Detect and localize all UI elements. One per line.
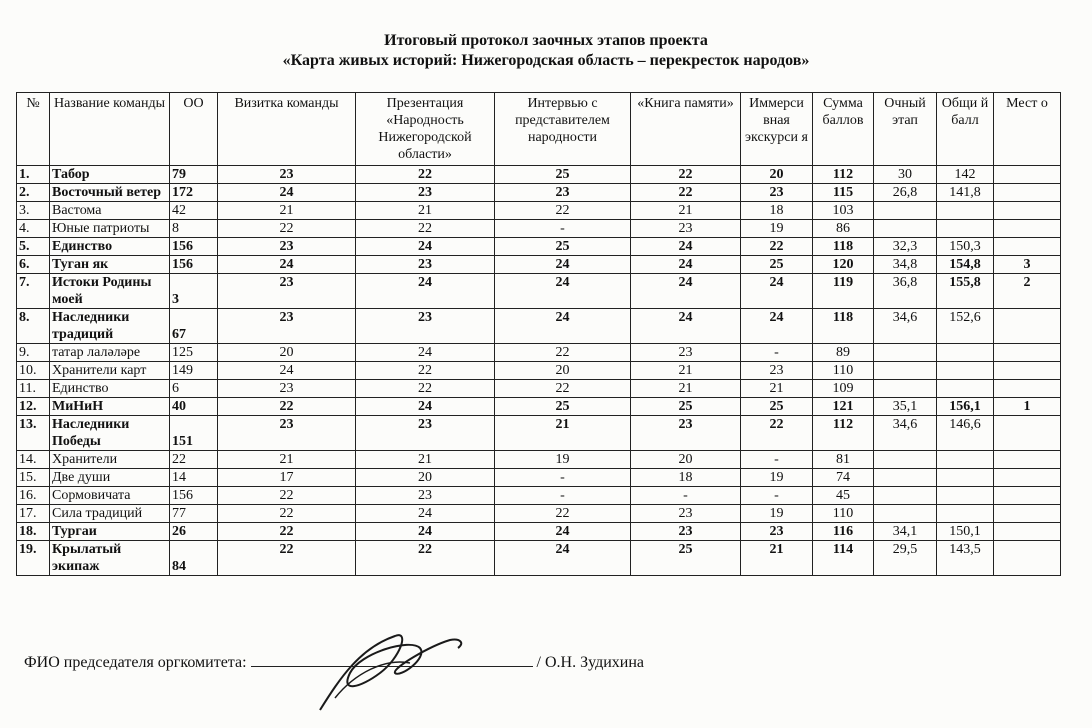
cell-kniga: 24: [631, 238, 741, 256]
table-row: [17, 451, 1061, 469]
table-row: [17, 362, 1061, 380]
header-obshchiy: Общи й балл: [937, 93, 994, 166]
cell-vizitka: 22: [218, 523, 356, 541]
cell-mesto: 2: [994, 274, 1061, 309]
cell-obshchiy: 156,1: [937, 398, 994, 416]
cell-intervyu: -: [495, 220, 631, 238]
cell-mesto: [994, 166, 1061, 184]
cell-intervyu: 24: [495, 541, 631, 576]
table-row: [17, 398, 1061, 416]
cell-prezentaciya: 22: [356, 541, 495, 576]
cell-prezentaciya: 23: [356, 487, 495, 505]
table-row: [17, 184, 1061, 202]
table-row: [17, 202, 1061, 220]
cell-name: Вастома: [50, 202, 170, 220]
cell-ochny: [874, 380, 937, 398]
cell-ochny: [874, 362, 937, 380]
cell-summa: 45: [813, 487, 874, 505]
cell-kniga: 23: [631, 344, 741, 362]
cell-immersiya: 23: [741, 523, 813, 541]
cell-kniga: 23: [631, 523, 741, 541]
cell-mesto: [994, 184, 1061, 202]
cell-vizitka: 17: [218, 469, 356, 487]
cell-num: 13.: [17, 416, 50, 451]
cell-mesto: [994, 541, 1061, 576]
cell-oo: 156: [170, 256, 218, 274]
cell-name: Наследники традиций: [50, 309, 170, 344]
cell-name: Сила традиций: [50, 505, 170, 523]
cell-oo: 79: [170, 166, 218, 184]
cell-oo: 22: [170, 451, 218, 469]
cell-num: 7.: [17, 274, 50, 309]
cell-intervyu: 21: [495, 416, 631, 451]
cell-prezentaciya: 23: [356, 309, 495, 344]
cell-immersiya: 24: [741, 274, 813, 309]
cell-mesto: [994, 238, 1061, 256]
cell-name: татар лаләләре: [50, 344, 170, 362]
cell-summa: 115: [813, 184, 874, 202]
cell-ochny: 36,8: [874, 274, 937, 309]
cell-oo: 125: [170, 344, 218, 362]
header-ochny: Очный этап: [874, 93, 937, 166]
cell-vizitka: 23: [218, 238, 356, 256]
cell-immersiya: 25: [741, 256, 813, 274]
header-intervyu: Интервью с представителем народности: [495, 93, 631, 166]
cell-name: Сормовичата: [50, 487, 170, 505]
cell-vizitka: 21: [218, 202, 356, 220]
cell-vizitka: 20: [218, 344, 356, 362]
cell-immersiya: 18: [741, 202, 813, 220]
cell-kniga: 24: [631, 256, 741, 274]
cell-obshchiy: 143,5: [937, 541, 994, 576]
cell-obshchiy: [937, 487, 994, 505]
cell-intervyu: 25: [495, 166, 631, 184]
cell-oo: 14: [170, 469, 218, 487]
cell-obshchiy: 152,6: [937, 309, 994, 344]
table-row: [17, 274, 1061, 309]
cell-intervyu: -: [495, 469, 631, 487]
cell-obshchiy: [937, 380, 994, 398]
cell-intervyu: 24: [495, 523, 631, 541]
cell-name: Истоки Родины моей: [50, 274, 170, 309]
cell-intervyu: 22: [495, 202, 631, 220]
cell-immersiya: 21: [741, 380, 813, 398]
cell-obshchiy: 146,6: [937, 416, 994, 451]
table-row: [17, 309, 1061, 344]
cell-intervyu: 25: [495, 398, 631, 416]
cell-vizitka: 23: [218, 274, 356, 309]
cell-name: Единство: [50, 380, 170, 398]
cell-name: Туган як: [50, 256, 170, 274]
cell-summa: 112: [813, 416, 874, 451]
cell-mesto: [994, 451, 1061, 469]
cell-summa: 119: [813, 274, 874, 309]
cell-mesto: [994, 505, 1061, 523]
cell-oo: 172: [170, 184, 218, 202]
cell-mesto: [994, 309, 1061, 344]
cell-num: 16.: [17, 487, 50, 505]
header-mesto: Мест о: [994, 93, 1061, 166]
cell-summa: 118: [813, 309, 874, 344]
cell-mesto: [994, 487, 1061, 505]
cell-kniga: 22: [631, 166, 741, 184]
cell-intervyu: 25: [495, 238, 631, 256]
cell-immersiya: -: [741, 344, 813, 362]
cell-prezentaciya: 22: [356, 166, 495, 184]
cell-summa: 81: [813, 451, 874, 469]
cell-ochny: 26,8: [874, 184, 937, 202]
cell-summa: 118: [813, 238, 874, 256]
cell-summa: 110: [813, 362, 874, 380]
cell-ochny: 29,5: [874, 541, 937, 576]
cell-immersiya: 22: [741, 416, 813, 451]
cell-kniga: -: [631, 487, 741, 505]
cell-name: Хранители: [50, 451, 170, 469]
cell-ochny: 34,6: [874, 416, 937, 451]
cell-num: 5.: [17, 238, 50, 256]
cell-obshchiy: 154,8: [937, 256, 994, 274]
cell-num: 12.: [17, 398, 50, 416]
cell-intervyu: -: [495, 487, 631, 505]
cell-oo: 6: [170, 380, 218, 398]
cell-kniga: 21: [631, 380, 741, 398]
cell-prezentaciya: 23: [356, 416, 495, 451]
cell-mesto: [994, 202, 1061, 220]
cell-num: 6.: [17, 256, 50, 274]
cell-kniga: 21: [631, 362, 741, 380]
cell-vizitka: 22: [218, 220, 356, 238]
cell-obshchiy: 150,3: [937, 238, 994, 256]
header-immersiya: Иммерси вная экскурси я: [741, 93, 813, 166]
cell-immersiya: 19: [741, 220, 813, 238]
cell-prezentaciya: 22: [356, 362, 495, 380]
cell-name: МиНиН: [50, 398, 170, 416]
cell-vizitka: 23: [218, 309, 356, 344]
cell-ochny: [874, 220, 937, 238]
chairman-label: ФИО председателя оргкомитета:: [24, 654, 247, 671]
header-vizitka: Визитка команды: [218, 93, 356, 166]
cell-immersiya: 23: [741, 362, 813, 380]
cell-oo: 149: [170, 362, 218, 380]
cell-summa: 103: [813, 202, 874, 220]
header-oo: ОО: [170, 93, 218, 166]
cell-num: 18.: [17, 523, 50, 541]
cell-prezentaciya: 23: [356, 184, 495, 202]
cell-name: Единство: [50, 238, 170, 256]
cell-prezentaciya: 22: [356, 380, 495, 398]
table-row: [17, 166, 1061, 184]
cell-mesto: [994, 344, 1061, 362]
cell-ochny: [874, 451, 937, 469]
table-row: [17, 256, 1061, 274]
cell-prezentaciya: 21: [356, 202, 495, 220]
table-row: [17, 416, 1061, 451]
cell-summa: 121: [813, 398, 874, 416]
cell-vizitka: 22: [218, 398, 356, 416]
cell-intervyu: 19: [495, 451, 631, 469]
cell-ochny: 34,8: [874, 256, 937, 274]
header-summa: Сумма баллов: [813, 93, 874, 166]
cell-immersiya: 19: [741, 505, 813, 523]
cell-num: 1.: [17, 166, 50, 184]
cell-name: Табор: [50, 166, 170, 184]
cell-ochny: [874, 505, 937, 523]
cell-obshchiy: [937, 220, 994, 238]
table-row: [17, 469, 1061, 487]
cell-summa: 86: [813, 220, 874, 238]
cell-name: Наследники Победы: [50, 416, 170, 451]
cell-mesto: [994, 380, 1061, 398]
cell-ochny: 30: [874, 166, 937, 184]
cell-vizitka: 22: [218, 541, 356, 576]
cell-obshchiy: [937, 202, 994, 220]
cell-immersiya: 23: [741, 184, 813, 202]
table-header-row: [17, 93, 1061, 166]
cell-kniga: 22: [631, 184, 741, 202]
cell-mesto: [994, 362, 1061, 380]
header-prezentaciya: Презентация «Народность Нижегородской области»: [356, 93, 495, 166]
table-row: [17, 380, 1061, 398]
table-row: [17, 541, 1061, 576]
cell-ochny: [874, 344, 937, 362]
cell-prezentaciya: 24: [356, 505, 495, 523]
cell-mesto: 1: [994, 398, 1061, 416]
cell-obshchiy: [937, 469, 994, 487]
cell-immersiya: 19: [741, 469, 813, 487]
cell-name: Юные патриоты: [50, 220, 170, 238]
cell-obshchiy: 142: [937, 166, 994, 184]
table-row: [17, 344, 1061, 362]
cell-ochny: 34,6: [874, 309, 937, 344]
cell-prezentaciya: 24: [356, 274, 495, 309]
table-row: [17, 238, 1061, 256]
cell-mesto: 3: [994, 256, 1061, 274]
cell-num: 9.: [17, 344, 50, 362]
cell-summa: 116: [813, 523, 874, 541]
cell-oo: 26: [170, 523, 218, 541]
cell-oo: 151: [170, 416, 218, 451]
cell-prezentaciya: 24: [356, 238, 495, 256]
cell-intervyu: 22: [495, 505, 631, 523]
cell-vizitka: 23: [218, 380, 356, 398]
cell-ochny: 34,1: [874, 523, 937, 541]
cell-summa: 89: [813, 344, 874, 362]
cell-vizitka: 23: [218, 416, 356, 451]
cell-obshchiy: 155,8: [937, 274, 994, 309]
cell-oo: 3: [170, 274, 218, 309]
cell-kniga: 23: [631, 416, 741, 451]
cell-name: Тургаи: [50, 523, 170, 541]
header-name: Название команды: [50, 93, 170, 166]
results-table: [16, 92, 1061, 576]
cell-intervyu: 23: [495, 184, 631, 202]
cell-summa: 112: [813, 166, 874, 184]
cell-name: Крылатый экипаж: [50, 541, 170, 576]
cell-immersiya: -: [741, 451, 813, 469]
cell-obshchiy: 150,1: [937, 523, 994, 541]
cell-summa: 120: [813, 256, 874, 274]
cell-intervyu: 22: [495, 344, 631, 362]
cell-prezentaciya: 23: [356, 256, 495, 274]
cell-kniga: 24: [631, 274, 741, 309]
cell-summa: 74: [813, 469, 874, 487]
table-row: [17, 487, 1061, 505]
cell-vizitka: 24: [218, 256, 356, 274]
document-subtitle: «Карта живых историй: Нижегородская область – перекресток народов»: [282, 52, 810, 69]
cell-intervyu: 20: [495, 362, 631, 380]
cell-kniga: 20: [631, 451, 741, 469]
cell-immersiya: 25: [741, 398, 813, 416]
cell-prezentaciya: 24: [356, 344, 495, 362]
header-num: №: [17, 93, 50, 166]
cell-immersiya: 22: [741, 238, 813, 256]
cell-ochny: [874, 487, 937, 505]
cell-num: 8.: [17, 309, 50, 344]
cell-ochny: 35,1: [874, 398, 937, 416]
cell-vizitka: 21: [218, 451, 356, 469]
cell-prezentaciya: 24: [356, 523, 495, 541]
cell-num: 17.: [17, 505, 50, 523]
cell-oo: 77: [170, 505, 218, 523]
cell-num: 4.: [17, 220, 50, 238]
cell-vizitka: 22: [218, 505, 356, 523]
cell-intervyu: 24: [495, 256, 631, 274]
cell-num: 19.: [17, 541, 50, 576]
cell-vizitka: 24: [218, 184, 356, 202]
cell-intervyu: 22: [495, 380, 631, 398]
cell-prezentaciya: 24: [356, 398, 495, 416]
cell-name: Хранители карт: [50, 362, 170, 380]
cell-kniga: 18: [631, 469, 741, 487]
document-title: Итоговый протокол заочных этапов проекта: [384, 32, 708, 49]
cell-num: 14.: [17, 451, 50, 469]
cell-oo: 84: [170, 541, 218, 576]
cell-oo: 156: [170, 487, 218, 505]
cell-immersiya: 24: [741, 309, 813, 344]
cell-oo: 42: [170, 202, 218, 220]
cell-immersiya: 20: [741, 166, 813, 184]
cell-num: 2.: [17, 184, 50, 202]
handwritten-signature: [300, 618, 470, 718]
cell-obshchiy: [937, 362, 994, 380]
cell-ochny: [874, 469, 937, 487]
cell-mesto: [994, 523, 1061, 541]
cell-kniga: 23: [631, 220, 741, 238]
cell-kniga: 25: [631, 398, 741, 416]
cell-name: Две души: [50, 469, 170, 487]
cell-kniga: 25: [631, 541, 741, 576]
cell-ochny: [874, 202, 937, 220]
cell-prezentaciya: 20: [356, 469, 495, 487]
chairman-name: / О.Н. Зудихина: [536, 654, 645, 671]
cell-ochny: 32,3: [874, 238, 937, 256]
cell-prezentaciya: 21: [356, 451, 495, 469]
table-row: [17, 523, 1061, 541]
cell-kniga: 23: [631, 505, 741, 523]
cell-vizitka: 23: [218, 166, 356, 184]
header-kniga: «Книга памяти»: [631, 93, 741, 166]
cell-num: 3.: [17, 202, 50, 220]
table-row: [17, 220, 1061, 238]
cell-oo: 156: [170, 238, 218, 256]
cell-mesto: [994, 416, 1061, 451]
cell-vizitka: 22: [218, 487, 356, 505]
cell-mesto: [994, 469, 1061, 487]
table-row: [17, 505, 1061, 523]
cell-num: 10.: [17, 362, 50, 380]
cell-num: 15.: [17, 469, 50, 487]
cell-summa: 110: [813, 505, 874, 523]
cell-mesto: [994, 220, 1061, 238]
cell-prezentaciya: 22: [356, 220, 495, 238]
cell-intervyu: 24: [495, 274, 631, 309]
cell-obshchiy: [937, 344, 994, 362]
cell-obshchiy: 141,8: [937, 184, 994, 202]
cell-kniga: 21: [631, 202, 741, 220]
cell-obshchiy: [937, 505, 994, 523]
cell-vizitka: 24: [218, 362, 356, 380]
cell-immersiya: -: [741, 487, 813, 505]
cell-oo: 8: [170, 220, 218, 238]
cell-name: Восточный ветер: [50, 184, 170, 202]
cell-intervyu: 24: [495, 309, 631, 344]
cell-oo: 40: [170, 398, 218, 416]
cell-obshchiy: [937, 451, 994, 469]
cell-oo: 67: [170, 309, 218, 344]
cell-immersiya: 21: [741, 541, 813, 576]
cell-kniga: 24: [631, 309, 741, 344]
cell-summa: 114: [813, 541, 874, 576]
cell-summa: 109: [813, 380, 874, 398]
cell-num: 11.: [17, 380, 50, 398]
